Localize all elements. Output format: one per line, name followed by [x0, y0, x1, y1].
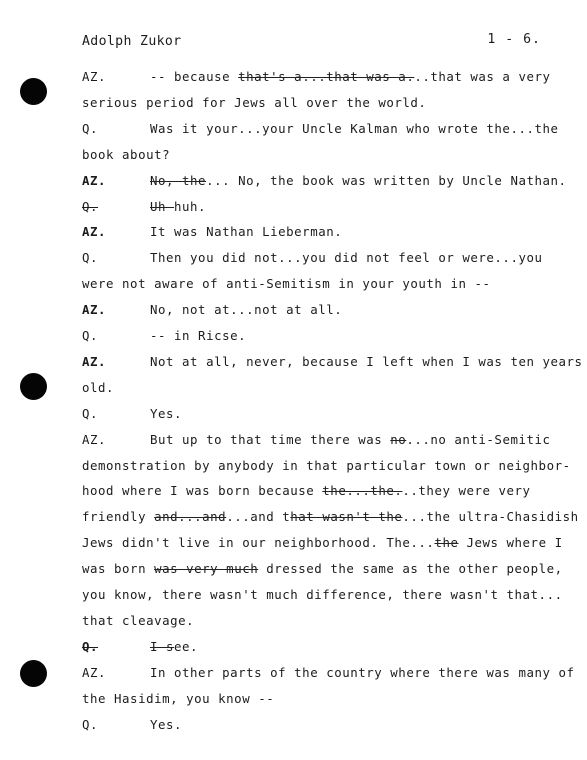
transcript-line	[82, 432, 551, 452]
line-text: old.	[82, 379, 115, 395]
binder-hole-top	[20, 78, 47, 105]
struck-text: hat wasn't the	[290, 509, 403, 525]
transcript-line	[82, 665, 575, 685]
struck-text: no	[390, 431, 407, 447]
binder-hole-middle	[20, 373, 47, 400]
line-text: ... No, the book was written by Uncle Nathan.	[206, 172, 567, 188]
struck-text: I s	[150, 638, 175, 654]
line-text: ee.	[174, 638, 199, 654]
line-text: demonstration by anybody in that particular town or neighbor-	[82, 457, 571, 473]
line-text: In other parts of the country where there was many of	[150, 664, 575, 680]
transcript-line	[82, 613, 194, 633]
line-text: Then you did not...you did not feel or were...you	[150, 250, 543, 266]
line-text: ..that was a very	[414, 69, 551, 84]
line-text: It was Nathan Lieberman.	[150, 224, 343, 240]
line-text: But up to that time there was	[150, 431, 391, 447]
transcript-line	[82, 95, 426, 115]
transcript-line	[82, 639, 198, 659]
speaker-label: AZ.	[82, 664, 107, 680]
line-text: Not at all, never, because I left when I was ten years	[150, 353, 583, 369]
transcript-line	[82, 691, 274, 711]
speaker-label: AZ.	[82, 69, 107, 84]
transcript-line	[82, 561, 563, 581]
transcript-line	[82, 69, 551, 89]
line-text: Was it your...your Uncle Kalman who wrote the...the	[150, 120, 559, 136]
line-text: Jews where I	[458, 535, 563, 551]
speaker-label: Q.	[82, 120, 99, 136]
struck-text: the...the.	[322, 483, 403, 499]
speaker-label: AZ.	[82, 224, 107, 240]
transcript-line	[82, 328, 246, 348]
struck-text: and...and	[154, 509, 227, 525]
line-text: ...and t	[226, 509, 291, 525]
line-text: serious period for Jews all over the world.	[82, 94, 427, 110]
speaker-label: Q.	[82, 198, 99, 214]
transcript-line	[82, 458, 571, 478]
transcript-line	[82, 173, 567, 193]
line-text: that cleavage.	[82, 612, 195, 628]
line-text: -- because	[150, 69, 239, 84]
struck-text: Uh-	[150, 198, 175, 214]
transcript-line	[82, 250, 542, 270]
transcript-line	[82, 509, 579, 529]
transcript-line	[82, 406, 182, 426]
line-text: were not aware of anti-Semitism in your youth in --	[82, 276, 491, 292]
struck-text: that's a...that was a.	[238, 69, 415, 84]
line-text: ...the ultra-Chasidish	[402, 509, 579, 525]
speaker-label: AZ.	[82, 353, 107, 369]
transcript-line	[82, 224, 342, 244]
struck-text: was very much	[154, 561, 259, 577]
transcript-line	[82, 199, 206, 219]
line-text: huh.	[174, 198, 207, 214]
line-text: book about?	[82, 146, 171, 162]
header-page-number: 1 - 6.	[487, 32, 541, 47]
line-text: ..they were very	[402, 483, 531, 499]
speaker-label: Q.	[82, 250, 99, 266]
transcript-line	[82, 483, 531, 503]
line-text: you know, there wasn't much difference, there wasn't that...	[82, 587, 563, 602]
speaker-label: AZ.	[82, 431, 107, 447]
line-text: dressed the same as the other people,	[258, 561, 563, 577]
transcript-line	[82, 587, 563, 607]
speaker-label: AZ.	[82, 302, 107, 318]
line-text: friendly	[82, 509, 155, 525]
transcript-line	[82, 276, 491, 296]
transcript-line	[82, 717, 182, 737]
line-text: ...no anti-Semitic	[406, 431, 551, 447]
transcript-line	[82, 354, 583, 374]
struck-text: No, the	[150, 172, 207, 188]
speaker-label: Q.	[82, 328, 99, 343]
transcript-line	[82, 302, 342, 322]
line-text: Yes.	[150, 716, 183, 732]
transcript-line	[82, 380, 114, 400]
speaker-label: AZ.	[82, 172, 107, 188]
line-text: hood where I was born because	[82, 483, 323, 499]
line-text: Yes.	[150, 405, 183, 421]
speaker-label: Q.	[82, 638, 99, 654]
transcript-line	[82, 121, 559, 141]
binder-hole-bottom	[20, 660, 47, 687]
line-text: Jews didn't live in our neighborhood. The...	[82, 535, 435, 551]
line-text: -- in Ricse.	[150, 328, 247, 343]
transcript-line	[82, 147, 170, 167]
line-text: the Hasidim, you know --	[82, 690, 275, 706]
header-interviewee-name: Adolph Zukor	[82, 34, 182, 49]
struck-text: the	[434, 535, 459, 551]
speaker-label: Q.	[82, 716, 99, 732]
line-text: was born	[82, 561, 155, 577]
transcript-line	[82, 535, 563, 555]
speaker-label: Q.	[82, 405, 99, 421]
line-text: No, not at...not at all.	[150, 302, 343, 318]
